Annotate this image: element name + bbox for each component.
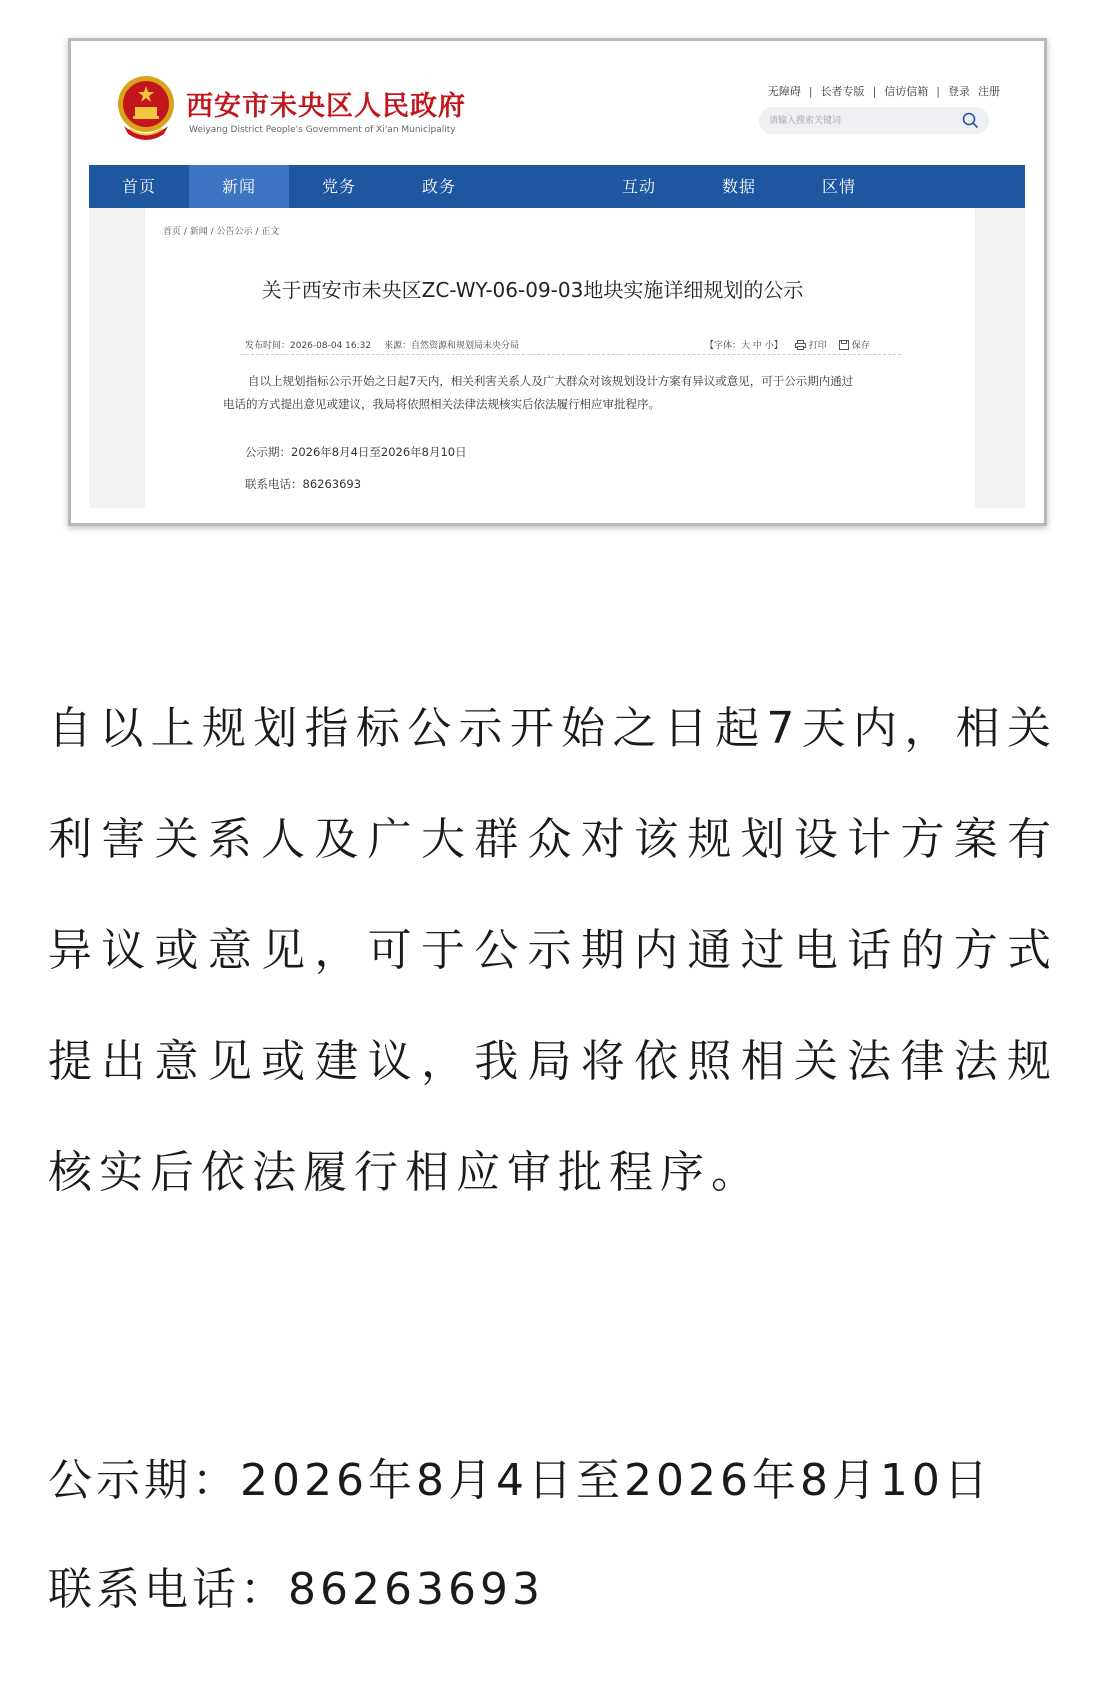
main-contact-phone: 联系电话：86263693 <box>48 1564 544 1615</box>
article-panel <box>145 208 975 508</box>
font-size-selector[interactable]: 【字体：大 中 小】 <box>705 341 783 351</box>
tab-party-affairs[interactable]: 党务 <box>321 177 356 196</box>
contact-phone: 联系电话：86263693 <box>245 477 362 491</box>
tab-data[interactable]: 数据 <box>721 177 756 196</box>
print-label: 打印 <box>808 341 827 351</box>
divider: | <box>936 84 940 98</box>
login-link[interactable]: 登录 <box>948 85 970 98</box>
print-button[interactable] <box>795 338 827 351</box>
save-label: 保存 <box>851 341 870 351</box>
main-publicity-period: 公示期：2026年8月4日至2026年8月10日 <box>48 1455 992 1506</box>
website-screenshot <box>68 38 1047 526</box>
article-source: 来源：自然资源和规划局未央分局 <box>383 341 519 351</box>
tab-government-affairs[interactable]: 政务 <box>421 177 456 196</box>
search-icon[interactable] <box>962 112 979 129</box>
publish-time: 发布时间：2026-08-04 16:32 <box>245 341 372 351</box>
site-header <box>71 41 1044 167</box>
printer-icon <box>795 340 806 350</box>
save-icon <box>839 340 849 350</box>
article-paragraph: 自以上规划指标公示开始之日起7天内，相关利害关系人及广大群众对该规划设计方案有异议或意见，可于公示期内通过电话的方式提出意见或建议，我局将依照相关法律法规核实后依法履行相应审批程序。 <box>223 374 854 411</box>
site-name[interactable]: 西安市未央区人民政府 <box>186 91 466 122</box>
main-nav <box>89 165 1025 208</box>
tab-news[interactable]: 新闻 <box>189 165 289 208</box>
article-meta <box>245 338 529 351</box>
article-tools <box>705 338 870 351</box>
content-area <box>89 208 1025 508</box>
petition-mailbox-link[interactable]: 信访信箱 <box>884 85 929 98</box>
tab-interaction[interactable]: 互动 <box>621 177 656 196</box>
nav-spacer <box>489 165 589 208</box>
accessibility-link[interactable]: 无障碍 <box>767 85 801 98</box>
main-article-text: 自以上规划指标公示开始之日起7天内，相关利害关系人及广大群众对该规划设计方案有异议或意见，可于公示期内通过电话的方式提出意见或建议，我局将依照相关法律法规核实后依法履行相应审批程序。 <box>48 703 1058 1198</box>
national-emblem-icon <box>116 74 176 142</box>
search-input[interactable] <box>769 113 949 128</box>
elderly-mode-link[interactable]: 长者专版 <box>820 85 865 98</box>
tab-home[interactable]: 首页 <box>121 177 156 196</box>
meta-divider <box>241 354 901 355</box>
save-button[interactable] <box>839 338 870 351</box>
tab-district-info[interactable]: 区情 <box>821 177 856 196</box>
register-link[interactable]: 注册 <box>978 85 1000 98</box>
breadcrumb[interactable]: 首页 / 新闻 / 公告公示 / 正文 <box>163 227 280 237</box>
publicity-period: 公示期：2026年8月4日至2026年8月10日 <box>245 445 467 459</box>
divider: | <box>872 84 877 98</box>
site-subtitle: Weiyang District People's Government of Xi'an Municipality <box>189 125 456 135</box>
search-box <box>759 107 989 134</box>
top-links <box>768 83 1000 99</box>
divider: | <box>808 84 813 98</box>
article-title: 关于西安市未央区ZC-WY-06-09-03地块实施详细规划的公示 <box>261 278 804 302</box>
